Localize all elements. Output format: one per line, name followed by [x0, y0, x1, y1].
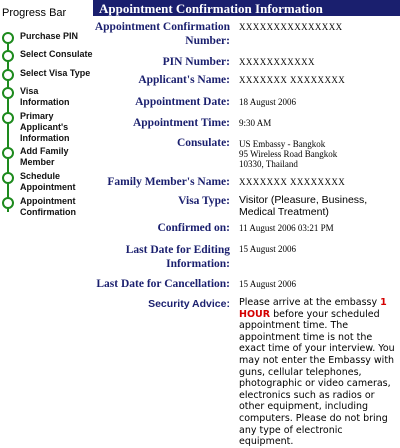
step-circle-icon: [2, 32, 14, 44]
step-label: Add Family Member: [20, 146, 69, 167]
appointment-time-value: 9:30 AM: [239, 118, 272, 128]
appointment-date-label: Appointment Date:: [135, 96, 230, 108]
step-circle-icon: [2, 172, 14, 184]
step-circle-icon: [2, 197, 14, 209]
visa-type-label: Visa Type:: [178, 195, 230, 207]
confirmation-number-label: Appointment Confirmation Number:: [94, 21, 230, 47]
pin-number-value: XXXXXXXXXXX: [239, 57, 315, 67]
last-date-editing-value: 15 August 2006: [239, 244, 297, 254]
consulate-line-2: 95 Wireless Road Bangkok: [239, 149, 338, 159]
step-label: Select Visa Type: [20, 68, 91, 78]
progress-sidebar: [0, 0, 92, 448]
security-advice-body: before your scheduled appointment time. The appointment time is not the exact time of your interview. You may not enter the Embassy with guns, cellular telephones, photographic or video cameras, electronics such as radios or other equipment, including computers. Please do not bring any type of electronic equipment.: [239, 308, 395, 448]
step-label: Visa Information: [20, 86, 70, 107]
page-title: Appointment Confirmation Information: [99, 1, 323, 16]
security-advice-label: Security Advice:: [148, 298, 230, 310]
consulate-line-1: US Embassy - Bangkok: [239, 139, 326, 149]
applicant-name-value: XXXXXXX XXXXXXXX: [239, 75, 346, 85]
confirmation-number-value: XXXXXXXXXXXXXXX: [239, 22, 343, 32]
consulate-line-3: 10330, Thailand: [239, 159, 298, 169]
security-advice-intro: Please arrive at the embassy: [239, 297, 381, 308]
step-circle-icon: [2, 112, 14, 124]
last-date-cancellation-value: 15 August 2006: [239, 279, 297, 289]
step-label: Appointment Confirmation: [20, 196, 76, 217]
last-date-editing-label: Last Date for Editing Information:: [125, 244, 230, 270]
step-circle-icon: [2, 87, 14, 99]
step-circle-icon: [2, 69, 14, 81]
step-circle-icon: [2, 50, 14, 62]
step-label: Schedule Appointment: [20, 171, 76, 192]
visa-type-value: Visitor (Pleasure, Business, Medical Treatment): [239, 194, 368, 218]
step-label: Select Consulate: [20, 49, 93, 59]
confirmed-on-label: Confirmed on:: [157, 222, 230, 234]
progress-title: Progress Bar: [2, 7, 67, 19]
step-label: Purchase PIN: [20, 31, 79, 41]
step-circle-icon: [2, 147, 14, 159]
applicant-name-label: Applicant's Name:: [138, 74, 230, 86]
step-label: Primary Applicant's Information: [20, 111, 70, 143]
consulate-label: Consulate:: [176, 137, 230, 149]
pin-number-label: PIN Number:: [162, 56, 230, 68]
security-advice-highlight: 1 HOUR: [239, 297, 387, 320]
appointment-date-value: 18 August 2006: [239, 97, 297, 107]
security-advice-text: [239, 297, 397, 448]
appointment-time-label: Appointment Time:: [132, 117, 230, 129]
last-date-cancellation-label: Last Date for Cancellation:: [96, 278, 230, 290]
page-header: [93, 0, 400, 16]
confirmed-on-value: 11 August 2006 03:21 PM: [239, 223, 334, 233]
family-member-name-value: XXXXXXX XXXXXXXX: [239, 177, 346, 187]
family-member-name-label: Family Member's Name:: [107, 176, 230, 188]
